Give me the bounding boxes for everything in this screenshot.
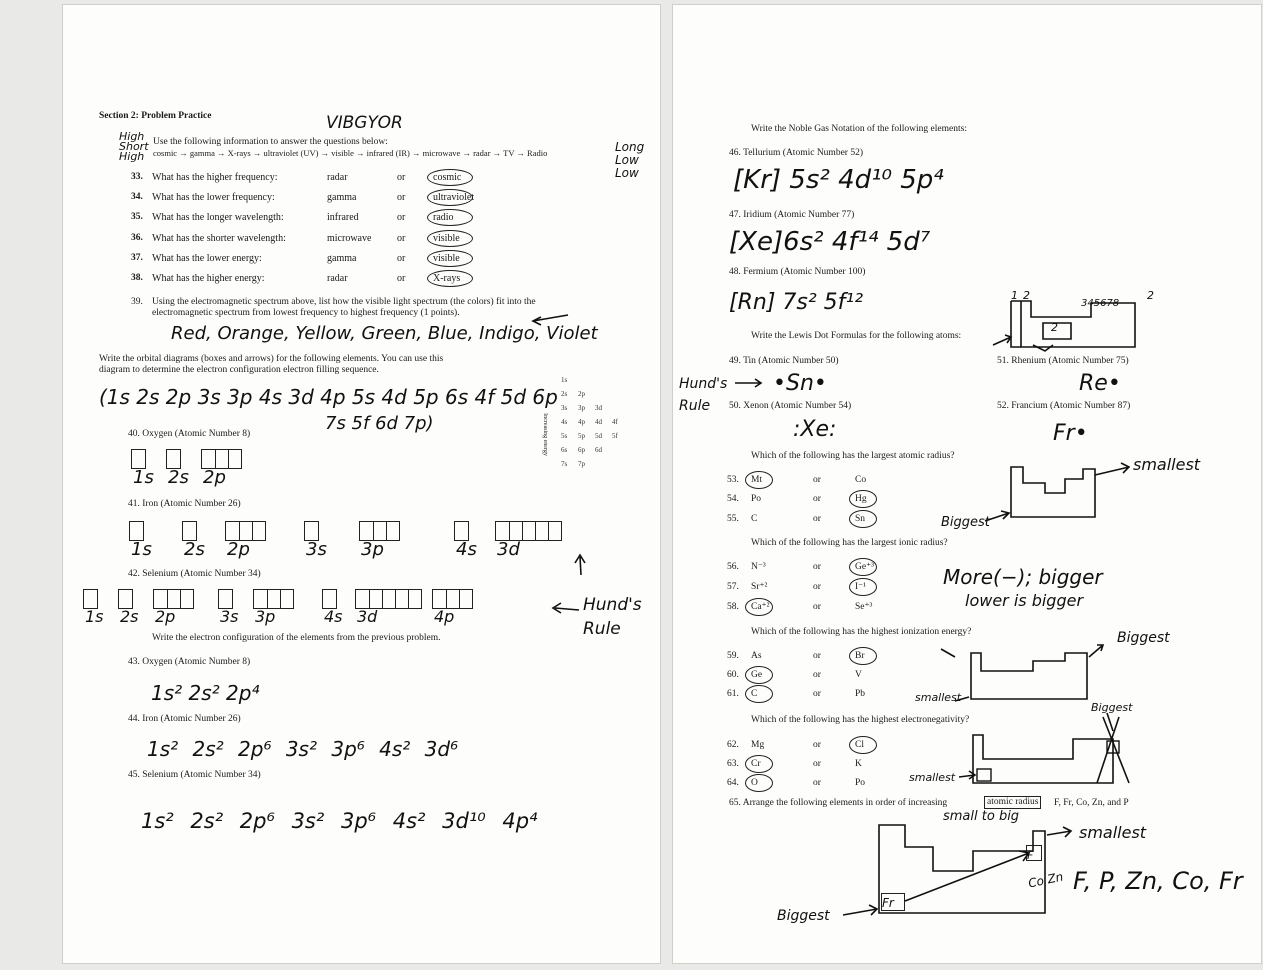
option-b: radio bbox=[433, 212, 454, 223]
hw-box-fr: Fr bbox=[881, 893, 905, 911]
orbital-label: 1s bbox=[561, 376, 568, 384]
option-a: C bbox=[751, 689, 758, 699]
option-b: Co bbox=[855, 475, 867, 485]
option-b: I⁻¹ bbox=[855, 582, 867, 592]
q43-label: 43. Oxygen (Atomic Number 8) bbox=[128, 657, 251, 667]
option-or: or bbox=[813, 514, 821, 524]
orbital-label: 7s bbox=[561, 460, 568, 468]
orbital-label: 5s bbox=[561, 432, 568, 440]
option-or: or bbox=[397, 273, 406, 284]
hw-sequence-2: 7s 5f 6d 7p) bbox=[325, 413, 434, 434]
q42-label: 42. Selenium (Atomic Number 34) bbox=[128, 569, 261, 579]
question-number: 64. bbox=[727, 778, 739, 788]
option-or: or bbox=[813, 651, 821, 661]
config-intro: Write the electron configuration of the elements from the previous problem. bbox=[152, 633, 441, 643]
spectrum-text: cosmic → gamma → X-rays → ultraviolet (UV) → visible → infrared (IR) → microwave → radar → TV → Radio bbox=[153, 148, 548, 158]
hw-block-label-3: 2 bbox=[1051, 321, 1058, 334]
option-a: gamma bbox=[327, 253, 357, 264]
option-or: or bbox=[813, 562, 821, 572]
orbital-label: 2p bbox=[203, 467, 226, 488]
option-a: radar bbox=[327, 273, 348, 284]
orbital-intro-2: diagram to determine the electron configuration electron filling sequence. bbox=[99, 365, 379, 375]
option-a: Mg bbox=[751, 740, 765, 750]
lewis-intro: Write the Lewis Dot Formulas for the following atoms: bbox=[751, 331, 962, 341]
q65-boxed-term: atomic radius bbox=[984, 796, 1041, 809]
option-or: or bbox=[397, 253, 406, 264]
left-worksheet-page bbox=[62, 4, 661, 964]
q44-label: 44. Iron (Atomic Number 26) bbox=[128, 714, 241, 724]
orbital-label: 3d bbox=[595, 404, 602, 412]
orbital-label: 2s bbox=[168, 467, 189, 488]
question-number: 59. bbox=[727, 651, 739, 661]
question-number: 53. bbox=[727, 475, 739, 485]
hw-colors: Red, Orange, Yellow, Green, Blue, Indigo, Violet bbox=[171, 323, 598, 344]
orbital-label: 2p bbox=[578, 390, 585, 398]
q40-label: 40. Oxygen (Atomic Number 8) bbox=[128, 429, 251, 439]
option-a: radar bbox=[327, 172, 348, 183]
orbital-label: 2s bbox=[184, 539, 205, 560]
orbital-label: 6d bbox=[595, 446, 602, 454]
hw-high-short: High Short High bbox=[119, 130, 149, 163]
orbital-label: 1s bbox=[85, 607, 104, 626]
hw-box-f: F bbox=[1026, 845, 1042, 861]
orbital-label: 4f bbox=[612, 418, 618, 426]
option-a: Ge bbox=[751, 670, 763, 680]
option-a: Cr bbox=[751, 759, 761, 769]
hw-config-selenium: 1s² 2s² 2p⁶ 3s² 3p⁶ 4s² 3d¹⁰ 4p⁴ bbox=[141, 809, 538, 833]
hw-lower-bigger: lower is bigger bbox=[965, 591, 1084, 610]
q39-line2: electromagnetic spectrum from lowest frequency to highest frequency (1 points). bbox=[152, 308, 460, 318]
question-number: 56. bbox=[727, 562, 739, 572]
hw-sequence-1: (1s 2s 2p 3s 3p 4s 3d 4p 5s 4d 5p 6s 4f 5d 6p bbox=[99, 385, 558, 409]
hw-smallest-2: smallest bbox=[915, 691, 962, 704]
hw-block-label-1: 1 bbox=[1011, 289, 1018, 302]
orbital-label: 2p bbox=[227, 539, 250, 560]
q41-label: 41. Iron (Atomic Number 26) bbox=[128, 499, 241, 509]
orbital-label: 6p bbox=[578, 446, 585, 454]
noble-intro: Write the Noble Gas Notation of the following elements: bbox=[751, 124, 967, 134]
q39-number: 39. bbox=[131, 297, 143, 307]
question-number: 38. bbox=[131, 273, 143, 283]
orbital-label: 3s bbox=[220, 607, 239, 626]
electroneg-intro: Which of the following has the highest electronegativity? bbox=[751, 715, 970, 725]
option-a: Ca⁺² bbox=[751, 602, 770, 612]
hw-co-zn: Co Zn bbox=[1026, 869, 1065, 891]
q50-label: 50. Xenon (Atomic Number 54) bbox=[729, 401, 852, 411]
option-b: Hg bbox=[855, 494, 867, 504]
orbital-label: 5f bbox=[612, 432, 618, 440]
orbital-label: 4s bbox=[324, 607, 343, 626]
orbital-label: 3p bbox=[361, 539, 384, 560]
option-a: O bbox=[751, 778, 758, 788]
hw-small-to-big: small to big bbox=[943, 809, 1020, 824]
option-a: As bbox=[751, 651, 762, 661]
hw-hunds-rule-right: Hund's Rule bbox=[679, 376, 728, 414]
hw-smallest-4: smallest bbox=[1079, 823, 1147, 842]
option-or: or bbox=[397, 212, 406, 223]
orbital-label: 4s bbox=[561, 418, 568, 426]
hw-block-label-4: 345678 bbox=[1081, 298, 1120, 309]
orbital-label: 6s bbox=[561, 446, 568, 454]
right-pen-marks bbox=[673, 5, 1261, 963]
hw-block-label-2: 2 bbox=[1023, 289, 1030, 302]
hw-tellurium: [Kr] 5s² 4d¹⁰ 5p⁴ bbox=[733, 165, 944, 195]
option-or: or bbox=[813, 689, 821, 699]
hw-answer-65: F, P, Zn, Co, Fr bbox=[1073, 867, 1243, 895]
hw-smallest-1: smallest bbox=[1133, 455, 1201, 474]
hw-biggest-3: Biggest bbox=[1091, 701, 1133, 714]
option-or: or bbox=[813, 582, 821, 592]
orbital-label: 4p bbox=[578, 418, 585, 426]
q65-elements: F, Fr, Co, Zn, and P bbox=[1054, 798, 1129, 808]
question-number: 61. bbox=[727, 689, 739, 699]
q39-line1: Using the electromagnetic spectrum above, list how the visible light spectrum (the colors) fit into the bbox=[152, 297, 536, 307]
question-number: 36. bbox=[131, 233, 143, 243]
orbital-label: 3d bbox=[357, 607, 378, 626]
hw-long-low: Long Low Low bbox=[615, 140, 645, 180]
orbital-label: 2s bbox=[120, 607, 139, 626]
option-or: or bbox=[397, 172, 406, 183]
q51-label: 51. Rhenium (Atomic Number 75) bbox=[997, 356, 1129, 366]
orbital-intro-1: Write the orbital diagrams (boxes and arrows) for the following elements. You can use this bbox=[99, 354, 444, 364]
option-a: gamma bbox=[327, 192, 357, 203]
left-pen-marks bbox=[63, 5, 660, 963]
orbital-label: 3s bbox=[561, 404, 568, 412]
question-number: 34. bbox=[131, 192, 143, 202]
question-number: 35. bbox=[131, 212, 143, 222]
question-text: What has the higher frequency: bbox=[152, 172, 278, 183]
hw-more-negative: More(−); bigger bbox=[943, 565, 1103, 589]
question-number: 33. bbox=[131, 172, 143, 182]
option-b: Sn bbox=[855, 514, 866, 524]
orbital-label: 1s bbox=[133, 467, 154, 488]
hw-lewis-francium: Fr• bbox=[1053, 421, 1088, 446]
question-number: 60. bbox=[727, 670, 739, 680]
hw-biggest-1: Biggest bbox=[941, 515, 990, 530]
orbital-label: 5p bbox=[578, 432, 585, 440]
question-number: 58. bbox=[727, 602, 739, 612]
orbital-label: 4s bbox=[456, 539, 477, 560]
question-number: 62. bbox=[727, 740, 739, 750]
question-text: What has the shorter wavelength: bbox=[152, 233, 286, 244]
hw-iridium: [Xe]6s² 4f¹⁴ 5d⁷ bbox=[729, 227, 931, 257]
option-b: ultraviolet bbox=[433, 192, 475, 203]
option-a: microwave bbox=[327, 233, 372, 244]
question-number: 63. bbox=[727, 759, 739, 769]
orbital-label: 3s bbox=[306, 539, 327, 560]
option-or: or bbox=[813, 494, 821, 504]
option-a: Po bbox=[751, 494, 762, 504]
hw-lewis-xenon: :Xe: bbox=[793, 417, 837, 442]
question-number: 57. bbox=[727, 582, 739, 592]
option-b: Po bbox=[855, 778, 866, 788]
q49-label: 49. Tin (Atomic Number 50) bbox=[729, 356, 839, 366]
option-or: or bbox=[813, 759, 821, 769]
option-b: Br bbox=[855, 651, 865, 661]
option-b: V bbox=[855, 670, 862, 680]
option-b: Se⁺³ bbox=[855, 602, 873, 612]
orbital-label: 4d bbox=[595, 418, 602, 426]
hw-hunds-rule: Hund's Rule bbox=[583, 595, 642, 639]
question-text: What has the higher energy: bbox=[152, 273, 265, 284]
option-or: or bbox=[813, 602, 821, 612]
orbital-label: 4p bbox=[434, 607, 455, 626]
hw-fermium: [Rn] 7s² 5f¹² bbox=[729, 290, 864, 315]
hw-vibgyor: VIBGYOR bbox=[326, 113, 403, 133]
ionization-intro: Which of the following has the highest ionization energy? bbox=[751, 627, 972, 637]
orbital-label: 5d bbox=[595, 432, 602, 440]
option-or: or bbox=[397, 192, 406, 203]
hw-biggest-4: Biggest bbox=[777, 908, 830, 924]
option-b: Ge⁺³ bbox=[855, 562, 874, 572]
question-number: 54. bbox=[727, 494, 739, 504]
question-number: 55. bbox=[727, 514, 739, 524]
orbital-label: 3p bbox=[255, 607, 276, 626]
option-or: or bbox=[813, 740, 821, 750]
hw-smallest-3: smallest bbox=[909, 771, 956, 784]
option-b: K bbox=[855, 759, 862, 769]
orbital-label: 2s bbox=[561, 390, 568, 398]
option-b: X-rays bbox=[433, 273, 461, 284]
hw-lewis-rhenium: Re• bbox=[1079, 371, 1121, 396]
option-or: or bbox=[813, 475, 821, 485]
question-number: 37. bbox=[131, 253, 143, 263]
option-b: visible bbox=[433, 253, 460, 264]
option-b: visible bbox=[433, 233, 460, 244]
hw-lewis-tin: •Sn• bbox=[773, 371, 827, 396]
option-b: Cl bbox=[855, 740, 864, 750]
ionic-intro: Which of the following has the largest ionic radius? bbox=[751, 538, 948, 548]
hw-block-label-5: 2 bbox=[1147, 289, 1154, 302]
q45-label: 45. Selenium (Atomic Number 34) bbox=[128, 770, 261, 780]
q52-label: 52. Francium (Atomic Number 87) bbox=[997, 401, 1131, 411]
hw-config-iron: 1s² 2s² 2p⁶ 3s² 3p⁶ 4s² 3d⁶ bbox=[147, 737, 459, 761]
hw-biggest-2: Biggest bbox=[1117, 630, 1170, 646]
option-b: Pb bbox=[855, 689, 866, 699]
orbital-label: 3p bbox=[578, 404, 585, 412]
q48-label: 48. Fermium (Atomic Number 100) bbox=[729, 267, 866, 277]
option-a: Sr⁺² bbox=[751, 582, 768, 592]
q46-label: 46. Tellurium (Atomic Number 52) bbox=[729, 148, 863, 158]
orbital-label: 3d bbox=[497, 539, 520, 560]
intro-text: Use the following information to answer the questions below: bbox=[153, 137, 388, 147]
right-worksheet-page bbox=[672, 4, 1262, 964]
arrow-hunds-left bbox=[553, 603, 579, 613]
option-b: cosmic bbox=[433, 172, 462, 183]
section-title: Section 2: Problem Practice bbox=[99, 111, 212, 121]
radius-intro: Which of the following has the largest atomic radius? bbox=[751, 451, 955, 461]
option-a: Mt bbox=[751, 475, 763, 485]
option-or: or bbox=[397, 233, 406, 244]
hw-config-oxygen: 1s² 2s² 2p⁴ bbox=[151, 681, 260, 705]
option-a: infrared bbox=[327, 212, 359, 223]
option-a: N⁻³ bbox=[751, 562, 766, 572]
question-text: What has the lower energy: bbox=[152, 253, 262, 264]
option-or: or bbox=[813, 778, 821, 788]
q65-label: 65. Arrange the following elements in order of increasing bbox=[729, 798, 948, 808]
orbital-label: 7p bbox=[578, 460, 585, 468]
orbital-label: 2p bbox=[155, 607, 176, 626]
arrow-hunds-up bbox=[575, 555, 585, 575]
question-text: What has the longer wavelength: bbox=[152, 212, 284, 223]
increasing-energy-label: Increasing energy bbox=[541, 413, 548, 456]
orbital-label: 1s bbox=[131, 539, 152, 560]
option-a: C bbox=[751, 514, 758, 524]
q47-label: 47. Iridium (Atomic Number 77) bbox=[729, 210, 855, 220]
question-text: What has the lower frequency: bbox=[152, 192, 275, 203]
option-or: or bbox=[813, 670, 821, 680]
